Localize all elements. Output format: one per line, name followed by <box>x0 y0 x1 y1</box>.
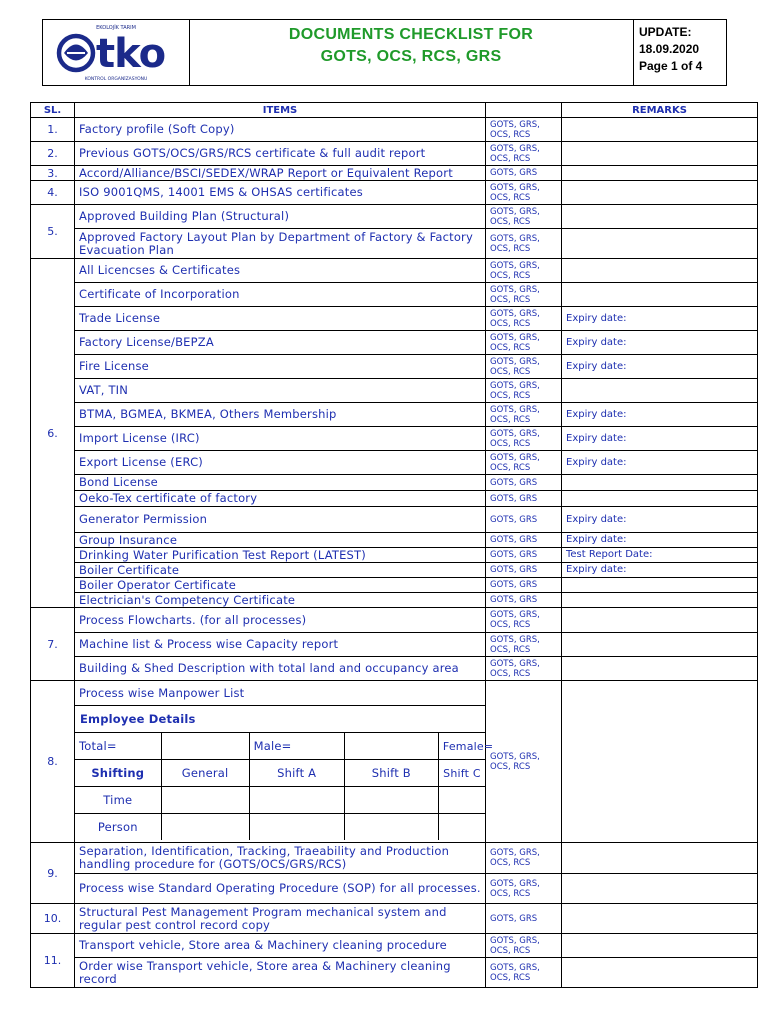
row-standards: GOTS, GRS <box>486 491 562 507</box>
row-item: Building & Shed Description with total land and occupancy area <box>75 657 486 681</box>
person-general-input[interactable] <box>161 814 249 841</box>
header-standards <box>486 103 562 118</box>
row-remarks[interactable] <box>562 475 758 491</box>
row-sl: 7. <box>31 608 75 681</box>
row-sl: 11. <box>31 934 75 988</box>
table-row <box>31 331 758 355</box>
time-general-input[interactable] <box>161 787 249 814</box>
time-row <box>75 787 485 814</box>
row-item: BTMA, BGMEA, BKMEA, Others Membership <box>75 403 486 427</box>
row-remarks[interactable]: Expiry date: <box>562 355 758 379</box>
table-row <box>31 166 758 181</box>
row-remarks[interactable] <box>562 657 758 681</box>
employee-details-cell <box>75 706 494 843</box>
page-number: Page 1 of 4 <box>639 59 703 73</box>
row-item: Process wise Manpower List <box>75 681 486 706</box>
row-standards: GOTS, GRS <box>486 578 562 593</box>
table-row <box>31 958 758 988</box>
table-row <box>31 681 758 706</box>
row-remarks[interactable] <box>562 283 758 307</box>
time-shift-b-input[interactable] <box>344 787 438 814</box>
row-remarks[interactable]: Expiry date: <box>562 427 758 451</box>
male-label: Male= <box>249 733 344 760</box>
headcount-row <box>75 733 485 760</box>
row-standards: GOTS, GRS <box>486 548 562 563</box>
row-remarks[interactable] <box>562 181 758 205</box>
row-remarks[interactable] <box>562 593 758 608</box>
row-standards: GOTS, GRS <box>486 533 562 548</box>
table-row <box>31 403 758 427</box>
row-remarks[interactable]: Expiry date: <box>562 451 758 475</box>
table-row <box>31 475 758 491</box>
person-row <box>75 814 485 841</box>
row-item: VAT, TIN <box>75 379 486 403</box>
table-row <box>31 205 758 229</box>
etko-logo <box>43 20 190 85</box>
row-item: Machine list & Process wise Capacity report <box>75 633 486 657</box>
row-remarks[interactable] <box>562 379 758 403</box>
row-item: Export License (ERC) <box>75 451 486 475</box>
time-shift-c-input[interactable] <box>438 787 485 814</box>
row-remarks[interactable] <box>562 633 758 657</box>
title-line-1: DOCUMENTS CHECKLIST FOR <box>288 26 534 43</box>
table-row <box>31 259 758 283</box>
row-item: Group Insurance <box>75 533 486 548</box>
checklist-table <box>30 102 758 988</box>
row-remarks[interactable] <box>562 608 758 633</box>
row-remarks[interactable]: Test Report Date: <box>562 548 758 563</box>
logo-bottom-text: KONTROL ORGANİZASYONU <box>84 77 148 82</box>
row-item: Process Flowcharts. (for all processes) <box>75 608 486 633</box>
row-standards: GOTS, GRS, OCS, RCS <box>486 355 562 379</box>
header-remarks: REMARKS <box>562 103 758 118</box>
row-item: Factory profile (Soft Copy) <box>75 118 486 142</box>
row-sl: 9. <box>31 843 75 904</box>
row-remarks[interactable]: Expiry date: <box>562 563 758 578</box>
table-row <box>31 307 758 331</box>
row-remarks[interactable] <box>562 958 758 988</box>
shift-b-label: Shift B <box>344 760 438 787</box>
table-row <box>31 118 758 142</box>
table-row <box>31 181 758 205</box>
row-remarks[interactable] <box>562 205 758 229</box>
row-standards: GOTS, GRS, OCS, RCS <box>486 118 562 142</box>
shift-header-row <box>75 760 485 787</box>
table-row <box>31 657 758 681</box>
header-sl: SL. <box>31 103 75 118</box>
row-standards: GOTS, GRS <box>486 593 562 608</box>
row-sl: 4. <box>31 181 75 205</box>
employee-details-label: Employee Details <box>80 712 196 726</box>
row-standards: GOTS, GRS <box>486 166 562 181</box>
person-shift-a-input[interactable] <box>249 814 344 841</box>
row-standards: GOTS, GRS, OCS, RCS <box>486 205 562 229</box>
row-item: Previous GOTS/OCS/GRS/RCS certificate & full audit report <box>75 142 486 166</box>
header-items: ITEMS <box>75 103 486 118</box>
row-remarks[interactable] <box>562 904 758 934</box>
row-item: Oeko-Tex certificate of factory <box>75 491 486 507</box>
row-standards: GOTS, GRS, OCS, RCS <box>486 681 562 843</box>
row-standards: GOTS, GRS, OCS, RCS <box>486 181 562 205</box>
row-item: Approved Building Plan (Structural) <box>75 205 486 229</box>
row-standards: GOTS, GRS, OCS, RCS <box>486 283 562 307</box>
table-row <box>31 608 758 633</box>
time-label: Time <box>75 787 161 814</box>
table-row <box>31 533 758 548</box>
row-remarks[interactable] <box>562 166 758 181</box>
row-remarks[interactable] <box>562 259 758 283</box>
table-row <box>31 843 758 874</box>
row-item: Drinking Water Purification Test Report (LATEST) <box>75 548 486 563</box>
row-remarks[interactable]: Expiry date: <box>562 507 758 533</box>
row-item: Import License (IRC) <box>75 427 486 451</box>
employee-details-title <box>75 706 485 733</box>
row-remarks[interactable]: Expiry date: <box>562 331 758 355</box>
row-remarks[interactable] <box>562 681 758 843</box>
row-item: Factory License/BEPZA <box>75 331 486 355</box>
female-label: Female= <box>438 733 485 760</box>
total-input[interactable] <box>161 733 249 760</box>
table-row <box>31 379 758 403</box>
table-row <box>31 633 758 657</box>
row-remarks[interactable] <box>562 874 758 904</box>
row-standards: GOTS, GRS, OCS, RCS <box>486 608 562 633</box>
row-standards: GOTS, GRS, OCS, RCS <box>486 331 562 355</box>
row-standards: GOTS, GRS <box>486 904 562 934</box>
male-input[interactable] <box>344 733 438 760</box>
row-sl: 5. <box>31 205 75 259</box>
row-standards: GOTS, GRS, OCS, RCS <box>486 403 562 427</box>
row-remarks[interactable] <box>562 934 758 958</box>
row-sl: 8. <box>31 681 75 843</box>
row-standards: GOTS, GRS <box>486 475 562 491</box>
shift-c-label: Shift C <box>438 760 485 787</box>
table-row <box>31 142 758 166</box>
table-row <box>31 507 758 533</box>
row-item: Order wise Transport vehicle, Store area & Machinery cleaning record <box>75 958 486 988</box>
update-info <box>639 24 726 75</box>
row-standards: GOTS, GRS <box>486 507 562 533</box>
person-shift-c-input[interactable] <box>438 814 485 841</box>
shift-a-label: Shift A <box>249 760 344 787</box>
row-item: Fire License <box>75 355 486 379</box>
row-standards: GOTS, GRS, OCS, RCS <box>486 633 562 657</box>
row-item: Boiler Operator Certificate <box>75 578 486 593</box>
row-item: Electrician's Competency Certificate <box>75 593 486 608</box>
row-sl: 10. <box>31 904 75 934</box>
row-standards: GOTS, GRS <box>486 563 562 578</box>
row-standards: GOTS, GRS, OCS, RCS <box>486 843 562 874</box>
row-remarks[interactable] <box>562 229 758 259</box>
row-sl: 6. <box>31 259 75 608</box>
row-standards: GOTS, GRS, OCS, RCS <box>486 874 562 904</box>
update-date: UPDATE: 18.09.2020 <box>639 25 700 56</box>
row-remarks[interactable] <box>562 843 758 874</box>
document-header <box>42 19 727 86</box>
row-standards: GOTS, GRS, OCS, RCS <box>486 142 562 166</box>
row-item: Trade License <box>75 307 486 331</box>
table-row <box>31 283 758 307</box>
row-item: Certificate of Incorporation <box>75 283 486 307</box>
row-standards: GOTS, GRS, OCS, RCS <box>486 427 562 451</box>
row-item: Accord/Alliance/BSCI/SEDEX/WRAP Report or Equivalent Report <box>75 166 486 181</box>
total-label: Total= <box>75 733 161 760</box>
row-item: Generator Permission <box>75 507 486 533</box>
table-row <box>31 491 758 507</box>
time-shift-a-input[interactable] <box>249 787 344 814</box>
table-row <box>31 874 758 904</box>
row-item: All Licencses & Certificates <box>75 259 486 283</box>
row-item: Separation, Identification, Tracking, Traeability and Production handling procedure for (GOTS/OCS/GRS/RCS) <box>75 843 486 874</box>
row-item: Process wise Standard Operating Procedure (SOP) for all processes. <box>75 874 486 904</box>
table-row <box>31 563 758 578</box>
row-item: Boiler Certificate <box>75 563 486 578</box>
row-item: ISO 9001QMS, 14001 EMS & OHSAS certificates <box>75 181 486 205</box>
row-remarks[interactable] <box>562 491 758 507</box>
table-row <box>31 355 758 379</box>
title-block <box>189 20 634 85</box>
svg-text:tko: tko <box>96 31 166 77</box>
row-item: Bond License <box>75 475 486 491</box>
row-standards: GOTS, GRS, OCS, RCS <box>486 259 562 283</box>
person-shift-b-input[interactable] <box>344 814 438 841</box>
row-standards: GOTS, GRS, OCS, RCS <box>486 379 562 403</box>
employee-details-table <box>75 733 494 840</box>
table-row <box>31 904 758 934</box>
table-row <box>31 427 758 451</box>
table-row <box>31 578 758 593</box>
table-header-row <box>31 103 758 118</box>
title-line-2: GOTS, OCS, RCS, GRS <box>320 48 502 65</box>
table-row <box>31 593 758 608</box>
table-row <box>31 548 758 563</box>
table-row <box>31 451 758 475</box>
row-remarks[interactable] <box>562 118 758 142</box>
row-item: Structural Pest Management Program mechanical system and regular pest control record copy <box>75 904 486 934</box>
row-item: Transport vehicle, Store area & Machinery cleaning procedure <box>75 934 486 958</box>
row-sl: 2. <box>31 142 75 166</box>
shifting-label: Shifting <box>75 760 161 787</box>
row-remarks[interactable]: Expiry date: <box>562 533 758 548</box>
row-standards: GOTS, GRS, OCS, RCS <box>486 934 562 958</box>
row-standards: GOTS, GRS, OCS, RCS <box>486 307 562 331</box>
table-row <box>31 229 758 259</box>
row-standards: GOTS, GRS, OCS, RCS <box>486 657 562 681</box>
shift-general-label: General <box>161 760 249 787</box>
row-standards: GOTS, GRS, OCS, RCS <box>486 958 562 988</box>
row-remarks[interactable]: Expiry date: <box>562 307 758 331</box>
logo-top-text: EKOLOJİK TARIM <box>96 25 136 31</box>
row-sl: 1. <box>31 118 75 142</box>
row-remarks[interactable]: Expiry date: <box>562 403 758 427</box>
row-sl: 3. <box>31 166 75 181</box>
row-item: Approved Factory Layout Plan by Department of Factory & Factory Evacuation Plan <box>75 229 486 259</box>
table-row <box>31 934 758 958</box>
person-label: Person <box>75 814 161 841</box>
row-remarks[interactable] <box>562 578 758 593</box>
row-standards: GOTS, GRS, OCS, RCS <box>486 229 562 259</box>
row-standards: GOTS, GRS, OCS, RCS <box>486 451 562 475</box>
row-remarks[interactable] <box>562 142 758 166</box>
